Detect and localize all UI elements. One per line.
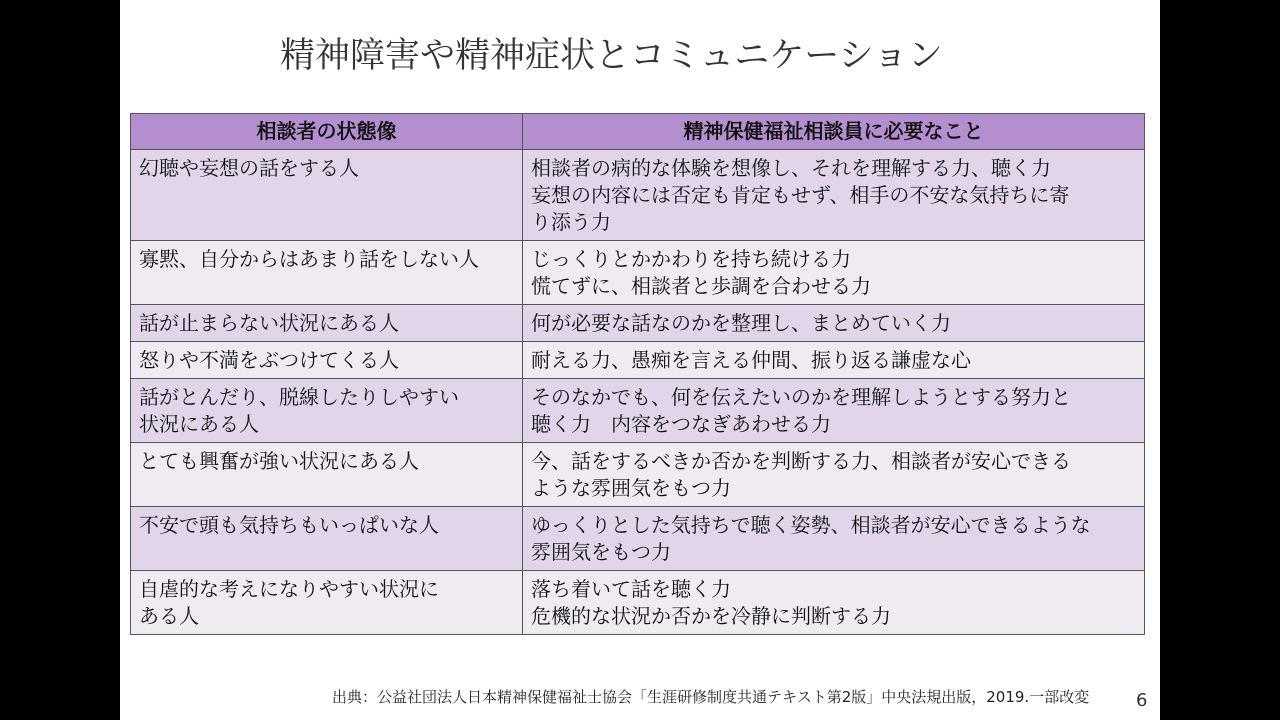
needs-text: ような雰囲気をもつ力 [531,476,731,500]
state-cell [131,150,523,241]
needs-text: 耐える力、愚痴を言える仲間、振り返る謙虚な心 [531,348,971,372]
needs-cell [523,342,1145,379]
state-text: 不安で頭も気持ちもいっぱいな人 [139,513,439,537]
state-text: 幻聴や妄想の話をする人 [139,156,359,180]
needs-cell [523,571,1145,635]
slide-title: 精神障害や精神症状とコミュニケーション [280,36,943,76]
source-citation: 出典：公益社団法人日本精神保健福祉士協会「生涯研修制度共通テキスト第2版」中央法規出版，2019.一部改変 [332,688,1090,706]
state-text: とても興奮が強い状況にある人 [139,449,419,473]
needs-cell [523,507,1145,571]
needs-text: じっくりとかかわりを持ち続ける力 [531,247,851,271]
needs-cell [523,379,1145,443]
table-row [131,571,1145,635]
comparison-table [130,113,1145,635]
state-text: 話が止まらない状況にある人 [139,311,399,335]
table-row [131,241,1145,305]
needs-text: り添う力 [531,210,611,234]
table-body [131,150,1145,635]
state-text: 怒りや不満をぶつけてくる人 [139,348,399,372]
needs-cell [523,443,1145,507]
table-row [131,305,1145,342]
needs-text: 妄想の内容には否定も肯定もせず、相手の不安な気持ちに寄 [531,183,1070,207]
needs-cell [523,305,1145,342]
needs-text: 危機的な状況か否かを冷静に判断する力 [531,604,891,628]
table-row [131,379,1145,443]
needs-text: 落ち着いて話を聴く力 [531,577,731,601]
state-cell [131,305,523,342]
state-text: 話がとんだり、脱線したりしやすい [139,385,459,409]
needs-text: 何が必要な話なのかを整理し、まとめていく力 [531,311,951,335]
state-text: 自虐的な考えになりやすい状況に [139,577,439,601]
state-cell [131,342,523,379]
state-text: 寡黙、自分からはあまり話をしない人 [139,247,479,271]
needs-text: 相談者の病的な体験を想像し、それを理解する力、聴く力 [531,156,1051,180]
needs-cell [523,150,1145,241]
needs-text: 聴く力 内容をつなぎあわせる力 [531,412,831,436]
state-cell [131,443,523,507]
state-text: 状況にある人 [139,412,259,436]
slide [120,0,1160,720]
state-cell [131,379,523,443]
table-header-row [131,114,1145,150]
needs-text: 慌てずに、相談者と歩調を合わせる力 [531,274,871,298]
table-row [131,443,1145,507]
needs-cell [523,241,1145,305]
table-row [131,150,1145,241]
page-number: 6 [1136,690,1148,711]
table-row [131,507,1145,571]
header-needs: 精神保健福祉相談員に必要なこと [523,114,1145,150]
table-row [131,342,1145,379]
state-cell [131,571,523,635]
needs-text: 雰囲気をもつ力 [531,540,671,564]
needs-text: そのなかでも、何を伝えたいのかを理解しようとする努力と [531,385,1071,409]
needs-text: 今、話をするべきか否かを判断する力、相談者が安心できる [531,449,1071,473]
state-cell [131,507,523,571]
state-cell [131,241,523,305]
state-text: ある人 [139,604,199,628]
needs-text: ゆっくりとした気持ちで聴く姿勢、相談者が安心できるような [531,513,1091,537]
header-state: 相談者の状態像 [131,114,523,150]
